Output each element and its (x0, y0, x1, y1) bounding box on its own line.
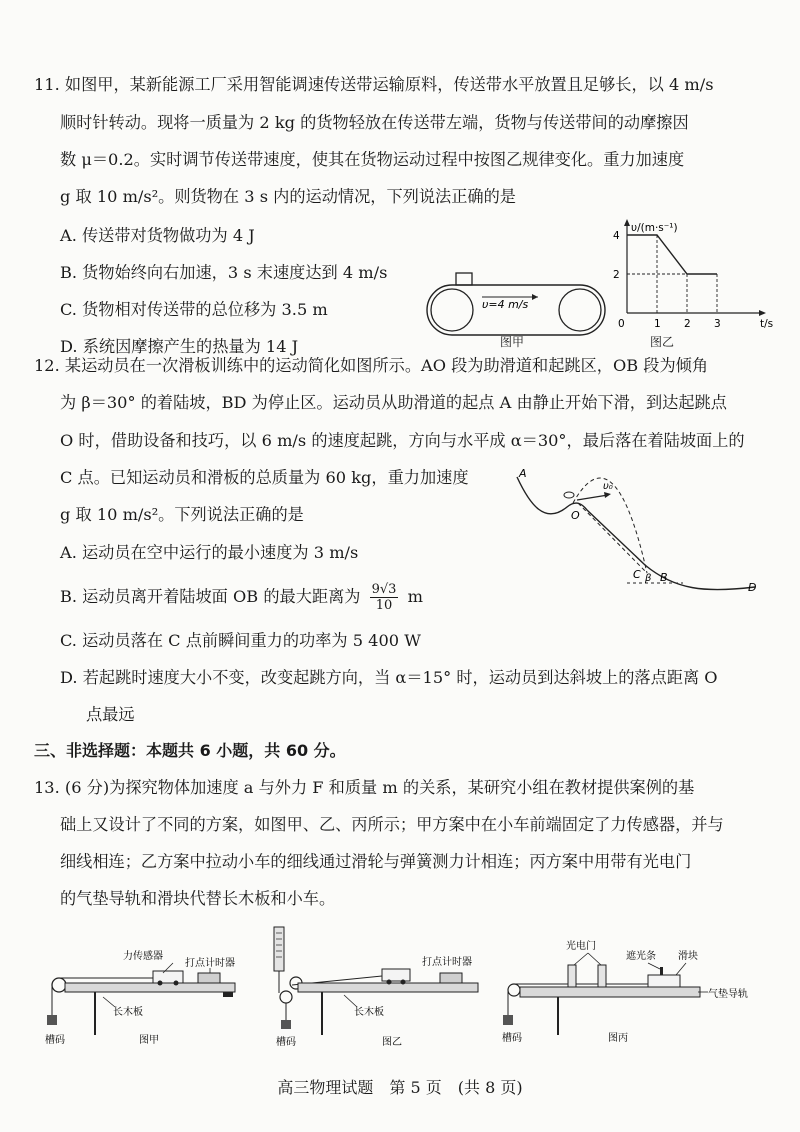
q11-line-4: g 取 10 m/s²。则货物在 3 s 内的运动情况，下列说法正确的是 (60, 187, 516, 206)
svg-text:图丙: 图丙 (608, 1033, 628, 1044)
q13-line-1: 13. (6 分)为探究物体加速度 a 与外力 F 和质量 m 的关系，某研究小组在教材提供案例的基 (34, 778, 695, 797)
velocity-time-chart (600, 215, 780, 335)
svg-text:光电门: 光电门 (566, 941, 596, 952)
cart (382, 969, 410, 981)
svg-text:O: O (571, 509, 580, 522)
weight-block (47, 1015, 57, 1025)
origin-label: 0 (618, 318, 625, 330)
spring-scale (274, 927, 284, 971)
y-axis-label: υ/(m·s⁻¹) (631, 222, 678, 234)
timer-device (440, 973, 462, 983)
q12-option-d-line-1: D. 若起跳时速度大小不变，改变起跳方向，当 α＝15° 时，运动员到达斜坡上的落点距离 O (60, 668, 718, 687)
svg-text:打点计时器: 打点计时器 (185, 958, 235, 969)
slope-dashed-line (578, 503, 647, 573)
experiment-yi-figure (262, 925, 487, 1050)
svg-text:滑块: 滑块 (678, 951, 698, 962)
right-roller (559, 289, 601, 331)
svg-text:C: C (633, 568, 641, 581)
q11-option-d: D. 系统因摩擦产生的热量为 14 J (60, 337, 299, 356)
v0-arrow (577, 495, 608, 500)
q12-line-2: 为 β＝30° 的着陆坡，BD 为停止区。运动员从助滑道的起点 A 由静止开始下滑，到达起跳点 (60, 393, 727, 412)
ski-jump-figure (505, 465, 775, 605)
q12-line-1: 12. 某运动员在一次滑板训练中的运动简化如图所示。AO 段为助滑道和起跳区，OB 段为倾角 (34, 356, 709, 375)
svg-text:D: D (748, 581, 757, 594)
svg-text:υ₀: υ₀ (603, 481, 613, 492)
svg-text:长木板: 长木板 (113, 1007, 143, 1018)
y-tick-2: 2 (613, 269, 620, 281)
fig-yi-caption-q11: 图乙 (650, 335, 675, 349)
photogate-1 (568, 965, 576, 987)
weight-block (503, 1015, 513, 1025)
photogate-2 (598, 965, 606, 987)
q12-line-4: C 点。已知运动员和滑板的总质量为 60 kg，重力加速度 (60, 468, 469, 487)
cart-with-sensor (153, 971, 183, 983)
section-heading: 三、非选择题：本题共 6 小题，共 60 分。 (34, 741, 346, 760)
x-axis-label: t/s (760, 318, 774, 330)
svg-text:B: B (660, 571, 668, 584)
max-distance-fraction: $\frac{9√3}{10}$ (371, 582, 397, 613)
q12-option-b: B. 运动员离开着陆坡面 OB 的最大距离为 $\frac{9√3}{10}$ m (60, 582, 423, 613)
page-footer: 高三物理试题 第 5 页 (共 8 页) (277, 1078, 523, 1097)
q13-line-3: 细线相连；乙方案中拉动小车的细线通过滑轮与弹簧测力计相连；丙方案中用带有光电门 (60, 852, 692, 871)
q11-option-a: A. 传送带对货物做功为 4 J (60, 226, 255, 245)
svg-text:β: β (645, 573, 652, 584)
q12-line-5: g 取 10 m/s²。下列说法正确的是 (60, 505, 304, 524)
q12-option-d-line-2: 点最远 (86, 705, 135, 724)
belt-velocity-label: υ=4 m/s (482, 298, 529, 311)
svg-text:槽码: 槽码 (45, 1035, 65, 1046)
conveyor-belt-figure (430, 270, 610, 340)
weight-block (281, 1020, 291, 1029)
q11-option-b: B. 货物始终向右加速，3 s 末速度达到 4 m/s (60, 263, 388, 282)
slider-block (648, 975, 680, 987)
pulley-icon (508, 984, 520, 996)
svg-text:A: A (519, 467, 527, 480)
svg-text:遮光条: 遮光条 (626, 951, 656, 962)
q11-line-2: 顺时针转动。现将一质量为 2 kg 的货物轻放在传送带左端，货物与传送带间的动摩擦因 (60, 113, 689, 132)
svg-text:图甲: 图甲 (139, 1035, 159, 1046)
long-board (65, 983, 235, 992)
q13-line-2: 础上又设计了不同的方案，如图甲、乙、丙所示；甲方案中在小车前端固定了力传感器，并与 (60, 815, 724, 834)
svg-text:长木板: 长木板 (354, 1007, 384, 1018)
svg-text:图乙: 图乙 (382, 1037, 402, 1048)
svg-text:打点计时器: 打点计时器 (422, 957, 472, 968)
skier-icon (564, 492, 574, 498)
q11-line-3: 数 μ＝0.2。实时调节传送带速度，使其在货物运动过程中按图乙规律变化。重力加速度 (60, 150, 685, 169)
cargo-box (456, 273, 472, 285)
q13-line-4: 的气垫导轨和滑块代替长木板和小车。 (60, 889, 336, 908)
svg-text:槽码: 槽码 (276, 1037, 296, 1048)
pulley-icon (52, 978, 66, 992)
x-tick-1: 1 (654, 318, 661, 330)
left-roller (431, 289, 473, 331)
x-tick-3: 3 (714, 318, 721, 330)
experiment-bing-figure (498, 935, 763, 1050)
experiment-jia-figure (45, 935, 245, 1050)
velocity-series-line (627, 235, 717, 274)
trajectory-curve (573, 478, 647, 573)
y-tick-4: 4 (613, 230, 620, 242)
q12-option-c: C. 运动员落在 C 点前瞬间重力的功率为 5 400 W (60, 631, 421, 650)
svg-text:力传感器: 力传感器 (123, 951, 163, 962)
air-track (520, 987, 700, 997)
x-tick-2: 2 (684, 318, 691, 330)
fig-jia-caption-q11: 图甲 (500, 335, 525, 349)
svg-text:槽码: 槽码 (502, 1033, 522, 1044)
timer-device (198, 973, 220, 983)
movable-pulley (280, 991, 292, 1003)
svg-text:气垫导轨: 气垫导轨 (708, 989, 748, 1000)
shutter-strip (660, 967, 663, 975)
q11-option-c: C. 货物相对传送带的总位移为 3.5 m (60, 300, 328, 319)
q12-line-3: O 时，借助设备和技巧，以 6 m/s 的速度起跳，方向与水平成 α＝30°，最后落在着陆坡面上的 (60, 431, 745, 450)
q12-option-a: A. 运动员在空中运行的最小速度为 3 m/s (60, 543, 359, 562)
long-board (298, 983, 478, 992)
q11-line-1: 11. 如图甲，某新能源工厂采用智能调速传送带运输原料，传送带水平放置且足够长，以 4 m/s (34, 75, 714, 94)
